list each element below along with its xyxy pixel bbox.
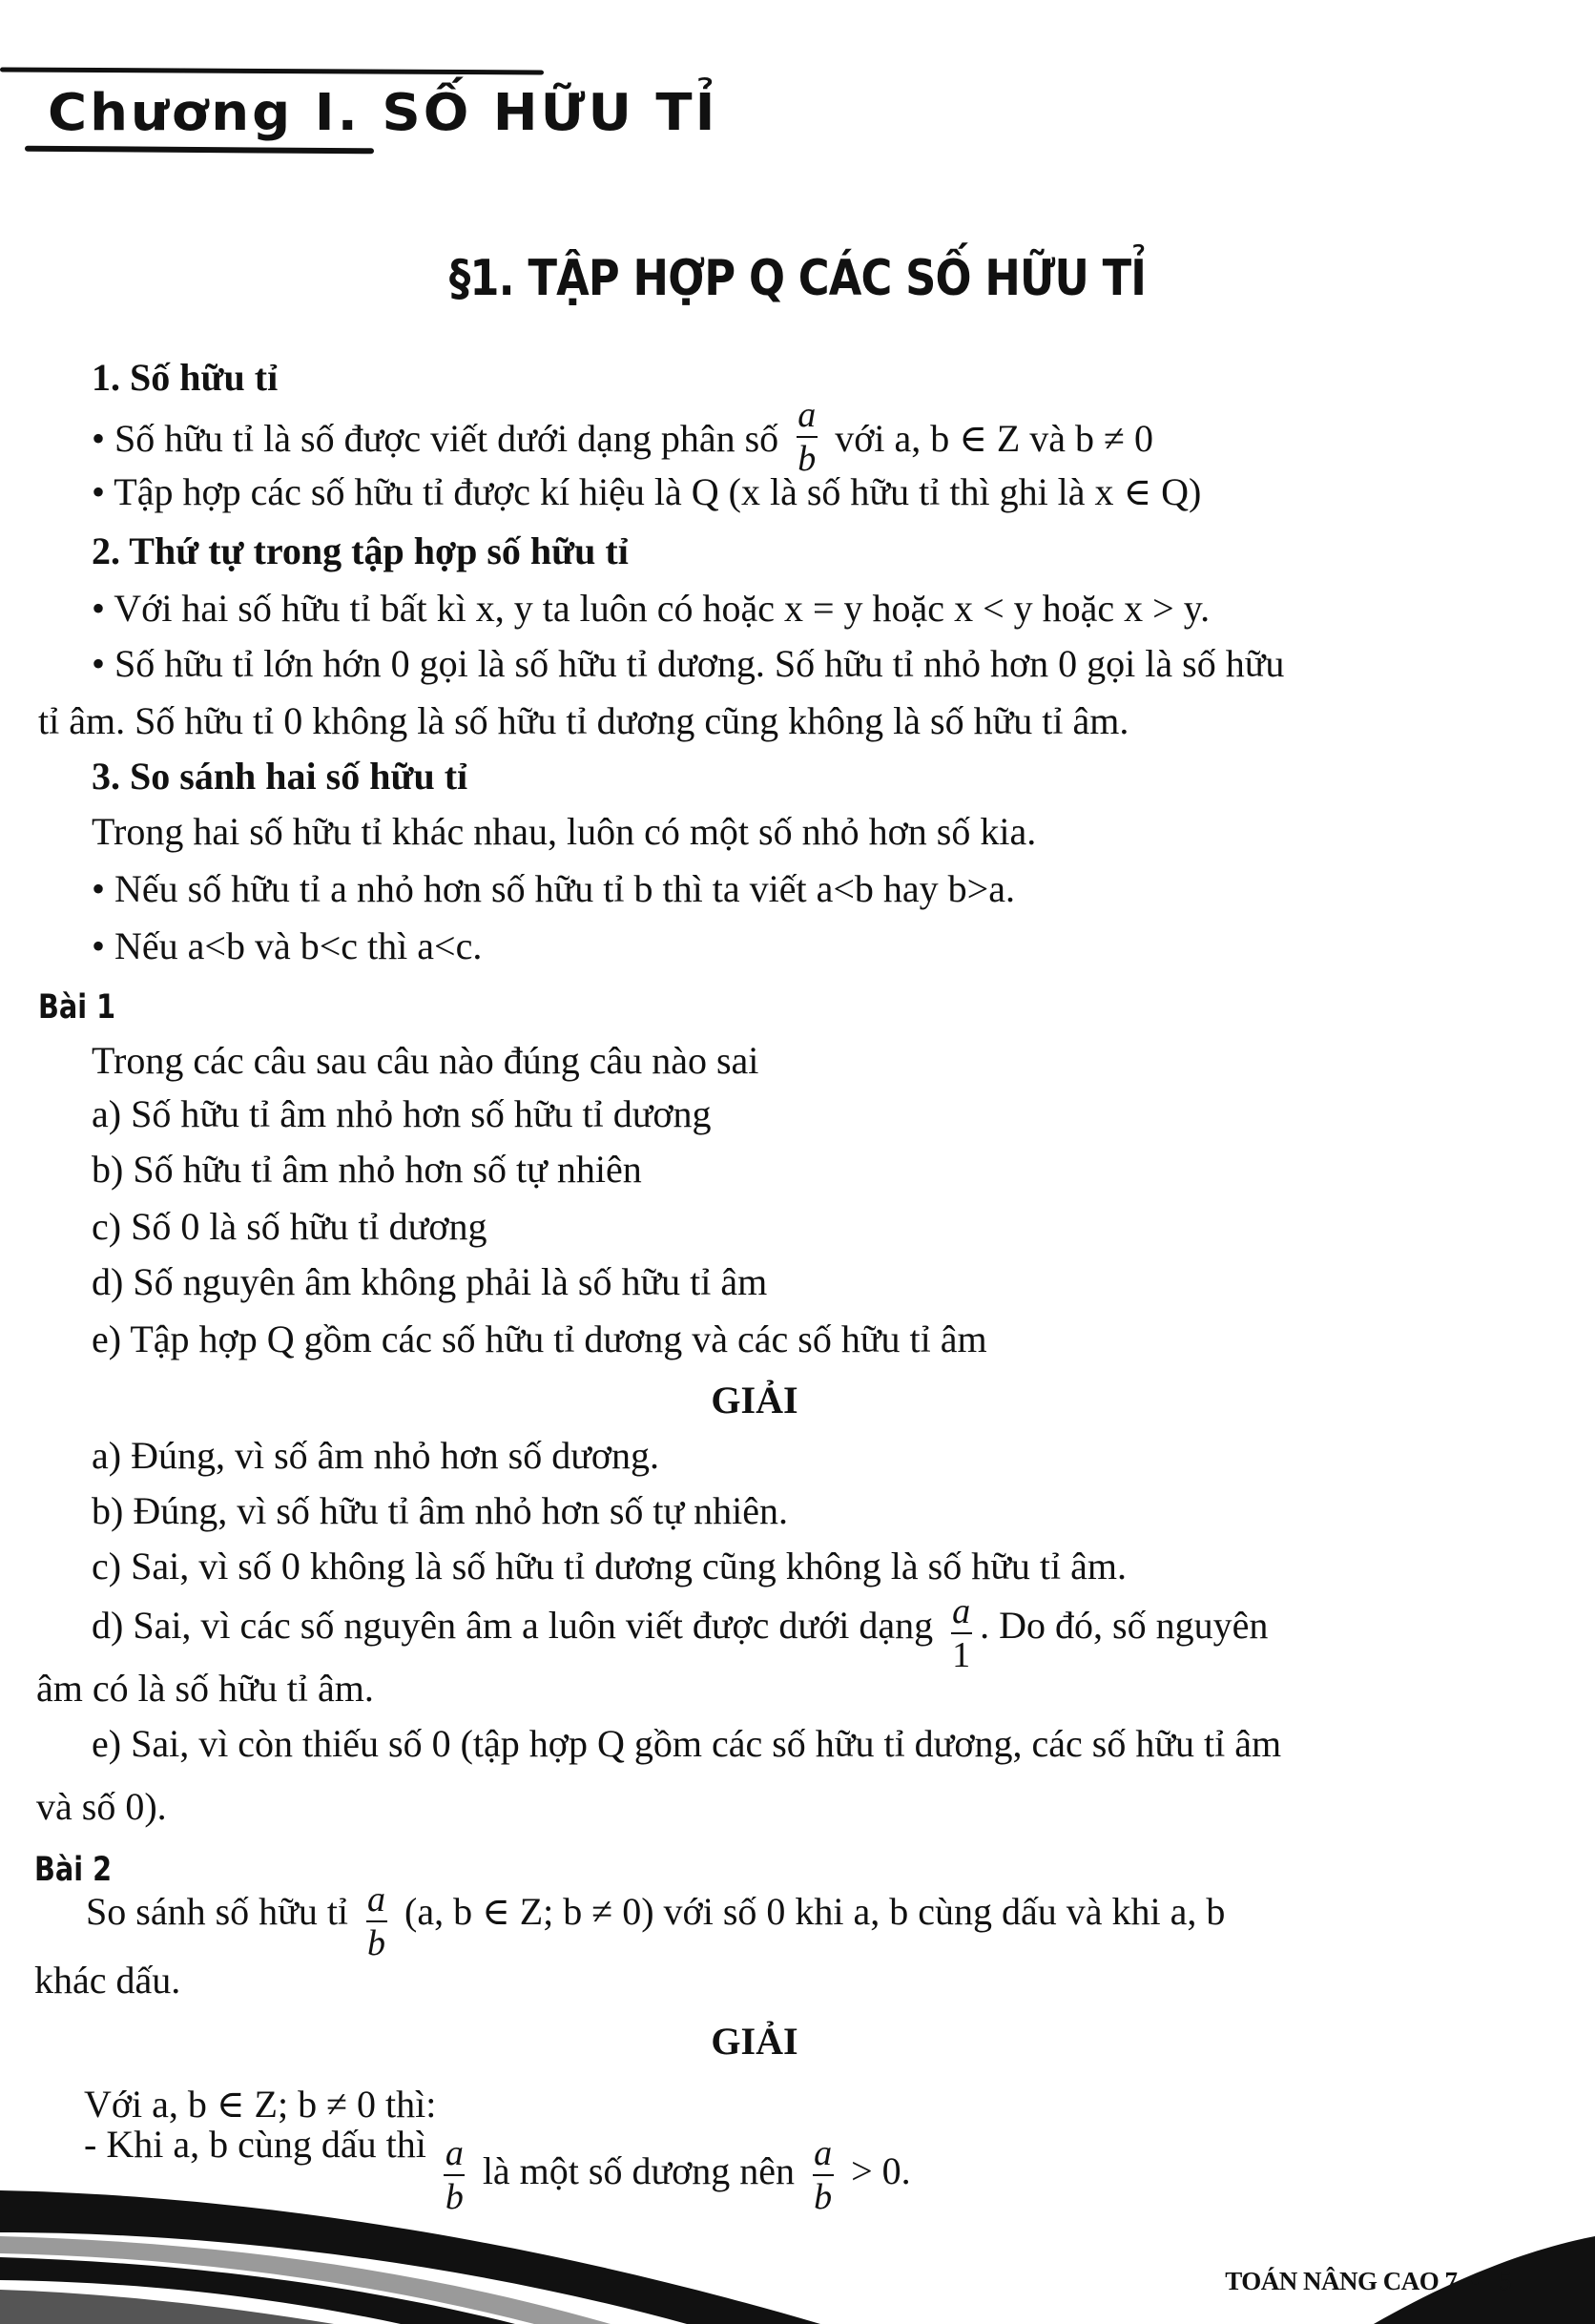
text: > 0. bbox=[851, 2149, 911, 2193]
theory-heading-3: 3. So sánh hai số hữu tỉ bbox=[92, 755, 468, 798]
page-number: 5 bbox=[1499, 2267, 1511, 2295]
text: với a, b ∈ Z và b ≠ 0 bbox=[835, 417, 1153, 461]
theory-3-intro: Trong hai số hữu tỉ khác nhau, luôn có một số nhỏ hơn số kia. bbox=[92, 810, 1037, 853]
exercise-1-item-d: d) Số nguyên âm không phải là số hữu tỉ âm bbox=[92, 1260, 768, 1303]
book-title: TOÁN NÂNG CAO 7 bbox=[1225, 2267, 1458, 2295]
theory-3-bullet-1: • Nếu số hữu tỉ a nhỏ hơn số hữu tỉ b thì ta viết a<b hay b>a. bbox=[92, 867, 1015, 910]
exercise-1-item-a: a) Số hữu tỉ âm nhỏ hơn số hữu tỉ dương bbox=[92, 1092, 712, 1135]
exercise-1-solution-a: a) Đúng, vì số âm nhỏ hơn số dương. bbox=[92, 1434, 660, 1477]
fraction-denominator: b bbox=[814, 2177, 833, 2217]
exercise-1-solution-heading: GIẢI bbox=[711, 1379, 798, 1421]
exercise-1-solution-c: c) Sai, vì số 0 không là số hữu tỉ dương cũng không là số hữu tỉ âm. bbox=[92, 1545, 1127, 1587]
exercise-1-solution-b: b) Đúng, vì số hữu tỉ âm nhỏ hơn số tự nhiên. bbox=[92, 1489, 789, 1532]
theory-3-bullet-2: • Nếu a<b và b<c thì a<c. bbox=[92, 924, 483, 967]
fraction-denominator: 1 bbox=[952, 1635, 971, 1675]
section-title: §1. TẬP HỢP Q CÁC SỐ HỮU TỈ bbox=[448, 250, 1147, 307]
exercise-2-label: Bài 2 bbox=[34, 1851, 113, 1889]
theory-heading-1: 1. Số hữu tỉ bbox=[92, 356, 279, 399]
text: • Số hữu tỉ là số được viết dưới dạng phân số bbox=[92, 417, 779, 461]
exercise-1-item-c: c) Số 0 là số hữu tỉ dương bbox=[92, 1205, 487, 1248]
fraction-denominator: b bbox=[367, 1923, 386, 1963]
fraction-numerator: a bbox=[814, 2133, 833, 2173]
text: là một số dương nên bbox=[482, 2149, 796, 2193]
exercise-1-solution-e-line-2: và số 0). bbox=[36, 1785, 167, 1828]
fraction-numerator: a bbox=[952, 1591, 971, 1631]
exercise-1-label: Bài 1 bbox=[38, 988, 116, 1027]
theory-2-bullet-2-line-2: tỉ âm. Số hữu tỉ 0 không là số hữu tỉ dương cũng không là số hữu tỉ âm. bbox=[38, 699, 1129, 742]
fraction-denominator: b bbox=[798, 439, 817, 479]
exercise-2-prompt-line-2: khác dấu. bbox=[34, 1959, 181, 2002]
exercise-1-prompt: Trong các câu sau câu nào đúng câu nào sai bbox=[92, 1039, 759, 1082]
fraction-numerator: a bbox=[367, 1879, 386, 1919]
text: So sánh số hữu tỉ bbox=[86, 1890, 349, 1934]
text: (a, b ∈ Z; b ≠ 0) với số 0 khi a, b cùng dấu và khi a, b bbox=[404, 1890, 1226, 1934]
exercise-2-solution-heading: GIẢI bbox=[711, 2020, 798, 2063]
text: - Khi a, b cùng dấu thì bbox=[84, 2123, 426, 2167]
footer-bullet: • bbox=[1470, 2267, 1480, 2295]
text: . Do đó, số nguyên bbox=[980, 1604, 1269, 1648]
exercise-1-item-b: b) Số hữu tỉ âm nhỏ hơn số tự nhiên bbox=[92, 1148, 642, 1191]
exercise-1-solution-e-line-1: e) Sai, vì còn thiếu số 0 (tập hợp Q gồm các số hữu tỉ dương, các số hữu tỉ âm bbox=[92, 1722, 1282, 1765]
fraction-numerator: a bbox=[798, 395, 817, 435]
theory-2-bullet-1: • Với hai số hữu tỉ bất kì x, y ta luôn có hoặc x = y hoặc x < y hoặc x > y. bbox=[92, 587, 1211, 630]
theory-heading-2: 2. Thứ tự trong tập hợp số hữu tỉ bbox=[92, 529, 629, 572]
fraction-numerator: a bbox=[445, 2133, 464, 2173]
chapter-title: Chương I. SỐ HỮU TỈ bbox=[48, 83, 718, 143]
fraction-denominator: b bbox=[445, 2177, 464, 2217]
exercise-1-solution-d-line-2: âm có là số hữu tỉ âm. bbox=[36, 1667, 374, 1710]
exercise-2-solution-line-1: Với a, b ∈ Z; b ≠ 0 thì: bbox=[84, 2083, 437, 2126]
theory-1-bullet-2: • Tập hợp các số hữu tỉ được kí hiệu là Q (x là số hữu tỉ thì ghi là x ∈ Q) bbox=[92, 470, 1202, 513]
text: d) Sai, vì các số nguyên âm a luôn viết được dưới dạng bbox=[92, 1604, 934, 1648]
theory-2-bullet-2-line-1: • Số hữu tỉ lớn hớn 0 gọi là số hữu tỉ dương. Số hữu tỉ nhỏ hơn 0 gọi là số hữu bbox=[92, 642, 1285, 685]
exercise-1-item-e: e) Tập hợp Q gồm các số hữu tỉ dương và các số hữu tỉ âm bbox=[92, 1318, 987, 1360]
page-footer bbox=[1225, 2267, 1511, 2296]
